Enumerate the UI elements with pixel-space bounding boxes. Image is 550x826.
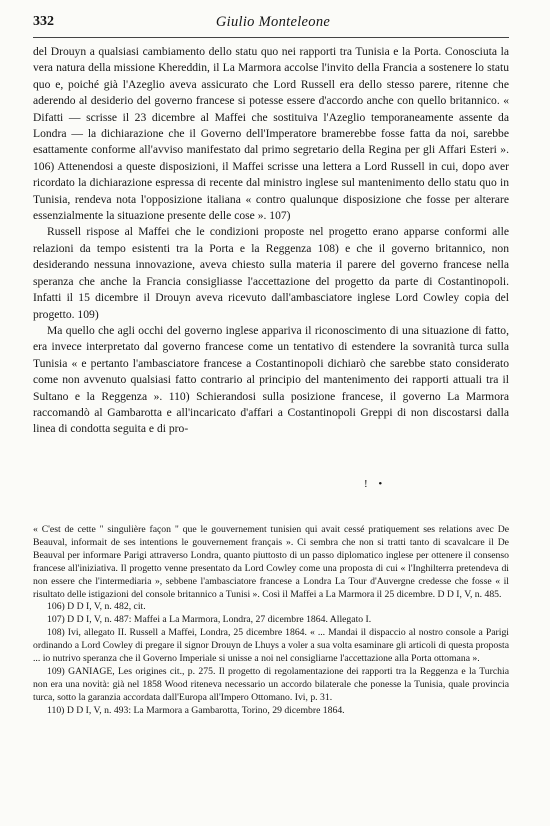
main-text bbox=[33, 44, 509, 438]
footnote-108: 108) Ivi, allegato II. Russell a Maffei, Londra, 25 dicembre 1864. « ... Mandai il dispaccio al nostro console a Parigi ordinando a Lord Cowley di pregare il signor Drouyn de Lhuys a voler a sua volta esaminare gli articoli di questa proposta ... io nutrivo speranza che il Governo Imperiale si unisse a noi nel consigliarne l'accettazione alla Porta ottomana ». bbox=[33, 627, 509, 665]
footnote-110: 110) D D I, V, n. 493: La Marmora a Gambarotta, Torino, 29 dicembre 1864. bbox=[47, 704, 345, 716]
footnote-109: 109) GANIAGE, Les origines cit., p. 275. Il progetto di regolamentazione dei rapporti tra la Reggenza e la Turchia non era una novità: già nel 1858 Wood riteneva necessario un accordo bilaterale che ponesse la Tunisia, quale provincia turca, sotto la garanzia accordata dall'Europa all'Impero Ottomano. Ivi, p. 31. bbox=[33, 665, 509, 703]
page-number: 332 bbox=[33, 14, 54, 29]
paragraph-1: del Drouyn a qualsiasi cambiamento dello statu quo nei rapporti tra Tunisia e la Porta. Conosciuta la vera natura della missione Khereddin, il La Marmora accolse l'invito della Francia a sostenere lo statu quo e, poiché già l'Azeglio aveva assicurato che Lord Russell era dello stesso parere, ritenne che aderendo al desiderio del governo francese si potesse essere d'accordo anche con quello britannico. « Difatti — scrisse il 23 dicembre al Maffei che sostituiva l'Azeglio temporaneamente assente da Londra — la dichiarazione che il Governo dell'Imperatore bramerebbe fosse fatta da noi, sarebbe esattamente conforme all'avviso manifestato dal primo segretario della Regina per gli Affari Esteri ». 106) Attenendosi a queste disposizioni, il Maffei scrisse una lettera a Lord Russell in cui, dopo aver ricordato la dichiarazione espressa di recente dal ministro inglese sul mantenimento dello statu quo in Tunisia, rendeva nota l'opposizione italiana « contro qualunque disposizione che fosse per alterare essenzialmente la situazione presente delle cose ». 107) bbox=[33, 45, 509, 223]
footnote-106: 106) D D I, V, n. 482, cit. bbox=[47, 601, 146, 613]
footnotes bbox=[33, 524, 509, 718]
header-rule bbox=[33, 37, 509, 38]
footnote-107: 107) D D I, V, n. 487: Maffei a La Marmora, Londra, 27 dicembre 1864. Allegato I. bbox=[47, 614, 372, 626]
footnote-continuation: « C'est de cette " singulière façon " que le gouvernement tunisien qui avait cessé pratiquement ses relations avec De Beauval, informait de ses intentions le gouvernement français ». Ci sembra che non si tratti tanto di scavalcare il De Beauval per informare Parigi attraverso Londra, quanto piuttosto di un passo diplomatico inglese per ottenere il consenso francese all'iniziativa. Il progetto venne presentato da Lord Cowley come una proposta di cui « l'Inghilterra pretendeva di non essere che l'intermediaria », sebbene l'ambasciatore francese a Londra La Tour d'Auvergne credesse che fosse « il risultato delle istigazioni del console britannico a Tunisi ». Così il Maffei a La Marmora il 25 dicembre. D D I, V, n. 485. bbox=[33, 524, 509, 600]
stray-marks: ! • bbox=[364, 478, 387, 490]
paragraph-2: Russell rispose al Maffei che le condizioni proposte nel progetto erano apparse conformi alle relazioni da tempo esistenti tra la Porta e la Reggenza 108) e che il governo britannico, non desiderando nessuna innovazione, aveva chiesto sulla materia il parere del governo francese nella speranza che anche la Francia consigliasse l'accettazione del progetto da parte di Costantinopoli. Infatti il 15 dicembre il Drouyn aveva ricevuto dall'ambasciatore inglese Lord Cowley copia del progetto. 109) bbox=[33, 225, 509, 321]
page-header bbox=[33, 14, 513, 34]
paragraph-3: Ma quello che agli occhi del governo inglese appariva il riconoscimento di una situazione di fatto, era invece interpretato dal governo francese come un tentativo di estendere la sovranità turca sulla Tunisia « e pertanto l'ambasciatore francese a Costantinopoli dichiarò che sarebbe stato considerato come non avvenuto qualsiasi fatto contrario al principio del mantenimento dei rapporti attuali tra il Sultano e la Reggenza ». 110) Schierandosi sulla posizione francese, il governo La Marmora raccomandò al Gambarotta e all'incaricato d'affari a Costantinopoli Greppi di non discostarsi dalla linea di condotta seguita e di pro- bbox=[33, 323, 509, 436]
running-head: Giulio Monteleone bbox=[215, 14, 331, 30]
